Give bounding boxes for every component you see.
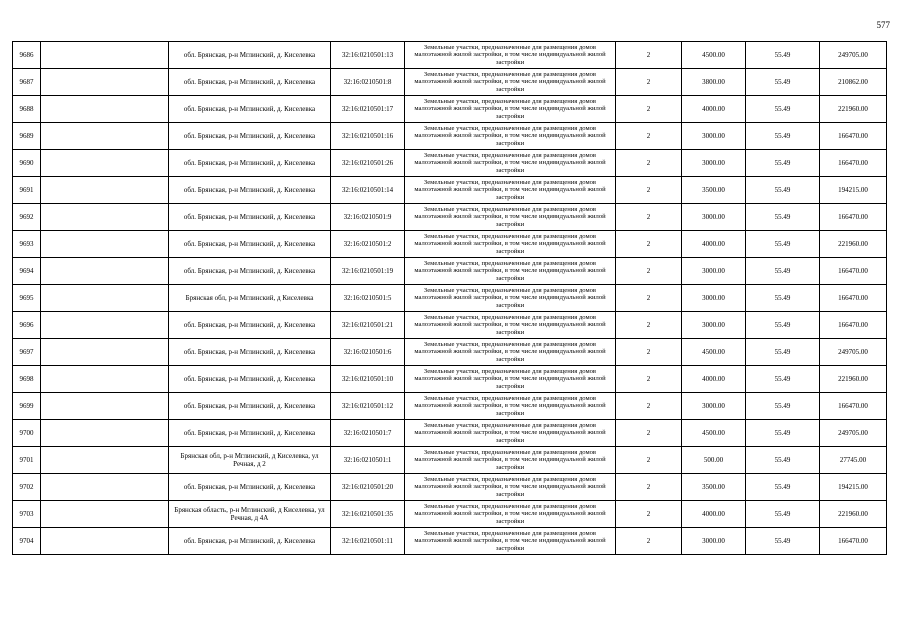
address-cell: Брянская обл, р-н Мглинский, д Киселевка — [169, 285, 331, 312]
spacer-cell — [41, 123, 169, 150]
table-row — [13, 123, 887, 150]
spacer-cell — [41, 501, 169, 528]
address-cell: обл. Брянская, р-н Мглинский, д. Киселевка — [169, 231, 331, 258]
table-row — [13, 312, 887, 339]
spacer-cell — [41, 150, 169, 177]
cadastral-value-cell: 166470.00 — [820, 123, 887, 150]
spacer-cell — [41, 204, 169, 231]
row-number-cell: 9695 — [13, 285, 41, 312]
table-row — [13, 393, 887, 420]
cadastral-number-cell: 32:16:0210501:11 — [331, 528, 405, 555]
cadastral-value-cell: 249705.00 — [820, 420, 887, 447]
address-cell: обл. Брянская, р-н Мглинский, д. Киселевка — [169, 69, 331, 96]
land-use-description-cell: Земельные участки, предназначенные для размещения домов малоэтажной жилой застройки, в том числе индивидуальной жилой застройки — [405, 150, 616, 177]
cadastral-value-cell: 166470.00 — [820, 150, 887, 177]
land-use-description-cell: Земельные участки, предназначенные для размещения домов малоэтажной жилой застройки, в том числе индивидуальной жилой застройки — [405, 366, 616, 393]
land-registry-table — [12, 41, 887, 555]
row-number-cell: 9700 — [13, 420, 41, 447]
rate-cell: 55.49 — [746, 177, 820, 204]
land-use-description-cell: Земельные участки, предназначенные для размещения домов малоэтажной жилой застройки, в том числе индивидуальной жилой застройки — [405, 501, 616, 528]
address-cell: обл. Брянская, р-н Мглинский, д. Киселевка — [169, 528, 331, 555]
table-row — [13, 69, 887, 96]
land-use-description-cell: Земельные участки, предназначенные для размещения домов малоэтажной жилой застройки, в том числе индивидуальной жилой застройки — [405, 285, 616, 312]
spacer-cell — [41, 96, 169, 123]
table-row — [13, 474, 887, 501]
spacer-cell — [41, 447, 169, 474]
cadastral-number-cell: 32:16:0210501:13 — [331, 42, 405, 69]
spacer-cell — [41, 285, 169, 312]
address-cell: обл. Брянская, р-н Мглинский, д. Киселевка — [169, 366, 331, 393]
land-use-description-cell: Земельные участки, предназначенные для размещения домов малоэтажной жилой застройки, в том числе индивидуальной жилой застройки — [405, 528, 616, 555]
group-cell: 2 — [616, 528, 682, 555]
table-body — [13, 42, 887, 555]
spacer-cell — [41, 528, 169, 555]
group-cell: 2 — [616, 393, 682, 420]
address-cell: Брянская область, р-н Мглинский, д Киселевка, ул Речная, д 4А — [169, 501, 331, 528]
cadastral-value-cell: 166470.00 — [820, 285, 887, 312]
group-cell: 2 — [616, 285, 682, 312]
area-cell: 4000.00 — [682, 501, 746, 528]
group-cell: 2 — [616, 231, 682, 258]
group-cell: 2 — [616, 123, 682, 150]
rate-cell: 55.49 — [746, 231, 820, 258]
rate-cell: 55.49 — [746, 420, 820, 447]
row-number-cell: 9687 — [13, 69, 41, 96]
cadastral-number-cell: 32:16:0210501:12 — [331, 393, 405, 420]
table-row — [13, 42, 887, 69]
table-row — [13, 420, 887, 447]
cadastral-value-cell: 221960.00 — [820, 501, 887, 528]
group-cell: 2 — [616, 366, 682, 393]
cadastral-value-cell: 221960.00 — [820, 366, 887, 393]
cadastral-number-cell: 32:16:0210501:14 — [331, 177, 405, 204]
area-cell: 3000.00 — [682, 393, 746, 420]
spacer-cell — [41, 69, 169, 96]
row-number-cell: 9704 — [13, 528, 41, 555]
cadastral-number-cell: 32:16:0210501:16 — [331, 123, 405, 150]
cadastral-value-cell: 194215.00 — [820, 474, 887, 501]
row-number-cell: 9688 — [13, 96, 41, 123]
spacer-cell — [41, 339, 169, 366]
row-number-cell: 9692 — [13, 204, 41, 231]
group-cell: 2 — [616, 150, 682, 177]
table-row — [13, 501, 887, 528]
address-cell: обл. Брянская, р-н Мглинский, д. Киселевка — [169, 42, 331, 69]
area-cell: 3800.00 — [682, 69, 746, 96]
cadastral-value-cell: 166470.00 — [820, 312, 887, 339]
group-cell: 2 — [616, 42, 682, 69]
row-number-cell: 9697 — [13, 339, 41, 366]
land-use-description-cell: Земельные участки, предназначенные для размещения домов малоэтажной жилой застройки, в том числе индивидуальной жилой застройки — [405, 312, 616, 339]
area-cell: 500.00 — [682, 447, 746, 474]
cadastral-number-cell: 32:16:0210501:21 — [331, 312, 405, 339]
cadastral-number-cell: 32:16:0210501:20 — [331, 474, 405, 501]
rate-cell: 55.49 — [746, 312, 820, 339]
cadastral-value-cell: 221960.00 — [820, 231, 887, 258]
rate-cell: 55.49 — [746, 528, 820, 555]
cadastral-value-cell: 194215.00 — [820, 177, 887, 204]
area-cell: 3000.00 — [682, 150, 746, 177]
area-cell: 4000.00 — [682, 96, 746, 123]
land-use-description-cell: Земельные участки, предназначенные для размещения домов малоэтажной жилой застройки, в том числе индивидуальной жилой застройки — [405, 204, 616, 231]
address-cell: обл. Брянская, р-н Мглинский, д. Киселевка — [169, 96, 331, 123]
cadastral-number-cell: 32:16:0210501:35 — [331, 501, 405, 528]
cadastral-value-cell: 210862.00 — [820, 69, 887, 96]
land-use-description-cell: Земельные участки, предназначенные для размещения домов малоэтажной жилой застройки, в том числе индивидуальной жилой застройки — [405, 420, 616, 447]
row-number-cell: 9686 — [13, 42, 41, 69]
cadastral-number-cell: 32:16:0210501:2 — [331, 231, 405, 258]
cadastral-number-cell: 32:16:0210501:5 — [331, 285, 405, 312]
page-number: 577 — [876, 20, 890, 30]
area-cell: 3500.00 — [682, 177, 746, 204]
area-cell: 4000.00 — [682, 231, 746, 258]
address-cell: обл. Брянская, р-н Мглинский, д. Киселевка — [169, 420, 331, 447]
address-cell: обл. Брянская, р-н Мглинский, д. Киселевка — [169, 312, 331, 339]
table-row — [13, 231, 887, 258]
table-row — [13, 96, 887, 123]
row-number-cell: 9693 — [13, 231, 41, 258]
group-cell: 2 — [616, 312, 682, 339]
spacer-cell — [41, 42, 169, 69]
land-use-description-cell: Земельные участки, предназначенные для размещения домов малоэтажной жилой застройки, в том числе индивидуальной жилой застройки — [405, 258, 616, 285]
area-cell: 3000.00 — [682, 312, 746, 339]
rate-cell: 55.49 — [746, 123, 820, 150]
land-use-description-cell: Земельные участки, предназначенные для размещения домов малоэтажной жилой застройки, в том числе индивидуальной жилой застройки — [405, 393, 616, 420]
row-number-cell: 9689 — [13, 123, 41, 150]
cadastral-value-cell: 166470.00 — [820, 528, 887, 555]
rate-cell: 55.49 — [746, 285, 820, 312]
group-cell: 2 — [616, 69, 682, 96]
row-number-cell: 9699 — [13, 393, 41, 420]
address-cell: обл. Брянская, р-н Мглинский, д. Киселевка — [169, 474, 331, 501]
address-cell: обл. Брянская, р-н Мглинский, д. Киселевка — [169, 123, 331, 150]
cadastral-number-cell: 32:16:0210501:7 — [331, 420, 405, 447]
cadastral-value-cell: 166470.00 — [820, 258, 887, 285]
rate-cell: 55.49 — [746, 501, 820, 528]
row-number-cell: 9701 — [13, 447, 41, 474]
rate-cell: 55.49 — [746, 366, 820, 393]
rate-cell: 55.49 — [746, 69, 820, 96]
spacer-cell — [41, 474, 169, 501]
land-use-description-cell: Земельные участки, предназначенные для размещения домов малоэтажной жилой застройки, в том числе индивидуальной жилой застройки — [405, 69, 616, 96]
cadastral-value-cell: 221960.00 — [820, 96, 887, 123]
area-cell: 3000.00 — [682, 123, 746, 150]
area-cell: 4000.00 — [682, 366, 746, 393]
table-row — [13, 177, 887, 204]
group-cell: 2 — [616, 96, 682, 123]
cadastral-number-cell: 32:16:0210501:17 — [331, 96, 405, 123]
table-row — [13, 366, 887, 393]
address-cell: обл. Брянская, р-н Мглинский, д. Киселевка — [169, 339, 331, 366]
land-use-description-cell: Земельные участки, предназначенные для размещения домов малоэтажной жилой застройки, в том числе индивидуальной жилой застройки — [405, 231, 616, 258]
land-use-description-cell: Земельные участки, предназначенные для размещения домов малоэтажной жилой застройки, в том числе индивидуальной жилой застройки — [405, 339, 616, 366]
cadastral-number-cell: 32:16:0210501:1 — [331, 447, 405, 474]
row-number-cell: 9691 — [13, 177, 41, 204]
table-row — [13, 285, 887, 312]
area-cell: 3000.00 — [682, 204, 746, 231]
table-row — [13, 339, 887, 366]
land-use-description-cell: Земельные участки, предназначенные для размещения домов малоэтажной жилой застройки, в том числе индивидуальной жилой застройки — [405, 474, 616, 501]
spacer-cell — [41, 393, 169, 420]
spacer-cell — [41, 366, 169, 393]
rate-cell: 55.49 — [746, 447, 820, 474]
cadastral-number-cell: 32:16:0210501:19 — [331, 258, 405, 285]
rate-cell: 55.49 — [746, 393, 820, 420]
area-cell: 4500.00 — [682, 42, 746, 69]
area-cell: 3500.00 — [682, 474, 746, 501]
group-cell: 2 — [616, 474, 682, 501]
address-cell: обл. Брянская, р-н Мглинский, д. Киселевка — [169, 150, 331, 177]
row-number-cell: 9703 — [13, 501, 41, 528]
rate-cell: 55.49 — [746, 150, 820, 177]
row-number-cell: 9698 — [13, 366, 41, 393]
row-number-cell: 9702 — [13, 474, 41, 501]
area-cell: 4500.00 — [682, 339, 746, 366]
cadastral-number-cell: 32:16:0210501:8 — [331, 69, 405, 96]
address-cell: обл. Брянская, р-н Мглинский, д. Киселевка — [169, 258, 331, 285]
rate-cell: 55.49 — [746, 96, 820, 123]
cadastral-number-cell: 32:16:0210501:26 — [331, 150, 405, 177]
row-number-cell: 9690 — [13, 150, 41, 177]
table-row — [13, 150, 887, 177]
cadastral-value-cell: 27745.00 — [820, 447, 887, 474]
area-cell: 3000.00 — [682, 258, 746, 285]
cadastral-value-cell: 166470.00 — [820, 393, 887, 420]
cadastral-number-cell: 32:16:0210501:6 — [331, 339, 405, 366]
address-cell: обл. Брянская, р-н Мглинский, д. Киселевка — [169, 204, 331, 231]
group-cell: 2 — [616, 177, 682, 204]
area-cell: 3000.00 — [682, 285, 746, 312]
group-cell: 2 — [616, 339, 682, 366]
group-cell: 2 — [616, 258, 682, 285]
group-cell: 2 — [616, 447, 682, 474]
area-cell: 3000.00 — [682, 528, 746, 555]
spacer-cell — [41, 258, 169, 285]
land-use-description-cell: Земельные участки, предназначенные для размещения домов малоэтажной жилой застройки, в том числе индивидуальной жилой застройки — [405, 123, 616, 150]
address-cell: Брянская обл, р-н Мглинский, д Киселевка, ул Речная, д 2 — [169, 447, 331, 474]
rate-cell: 55.49 — [746, 42, 820, 69]
row-number-cell: 9694 — [13, 258, 41, 285]
group-cell: 2 — [616, 501, 682, 528]
rate-cell: 55.49 — [746, 339, 820, 366]
cadastral-value-cell: 249705.00 — [820, 42, 887, 69]
group-cell: 2 — [616, 204, 682, 231]
rate-cell: 55.49 — [746, 204, 820, 231]
land-use-description-cell: Земельные участки, предназначенные для размещения домов малоэтажной жилой застройки, в том числе индивидуальной жилой застройки — [405, 447, 616, 474]
land-use-description-cell: Земельные участки, предназначенные для размещения домов малоэтажной жилой застройки, в том числе индивидуальной жилой застройки — [405, 42, 616, 69]
land-use-description-cell: Земельные участки, предназначенные для размещения домов малоэтажной жилой застройки, в том числе индивидуальной жилой застройки — [405, 96, 616, 123]
rate-cell: 55.49 — [746, 474, 820, 501]
table-row — [13, 528, 887, 555]
address-cell: обл. Брянская, р-н Мглинский, д. Киселевка — [169, 177, 331, 204]
cadastral-number-cell: 32:16:0210501:9 — [331, 204, 405, 231]
table-row — [13, 204, 887, 231]
group-cell: 2 — [616, 420, 682, 447]
cadastral-value-cell: 249705.00 — [820, 339, 887, 366]
spacer-cell — [41, 177, 169, 204]
rate-cell: 55.49 — [746, 258, 820, 285]
row-number-cell: 9696 — [13, 312, 41, 339]
cadastral-value-cell: 166470.00 — [820, 204, 887, 231]
spacer-cell — [41, 312, 169, 339]
address-cell: обл. Брянская, р-н Мглинский, д. Киселевка — [169, 393, 331, 420]
cadastral-number-cell: 32:16:0210501:10 — [331, 366, 405, 393]
area-cell: 4500.00 — [682, 420, 746, 447]
table-row — [13, 258, 887, 285]
table-row — [13, 447, 887, 474]
spacer-cell — [41, 420, 169, 447]
spacer-cell — [41, 231, 169, 258]
land-use-description-cell: Земельные участки, предназначенные для размещения домов малоэтажной жилой застройки, в том числе индивидуальной жилой застройки — [405, 177, 616, 204]
